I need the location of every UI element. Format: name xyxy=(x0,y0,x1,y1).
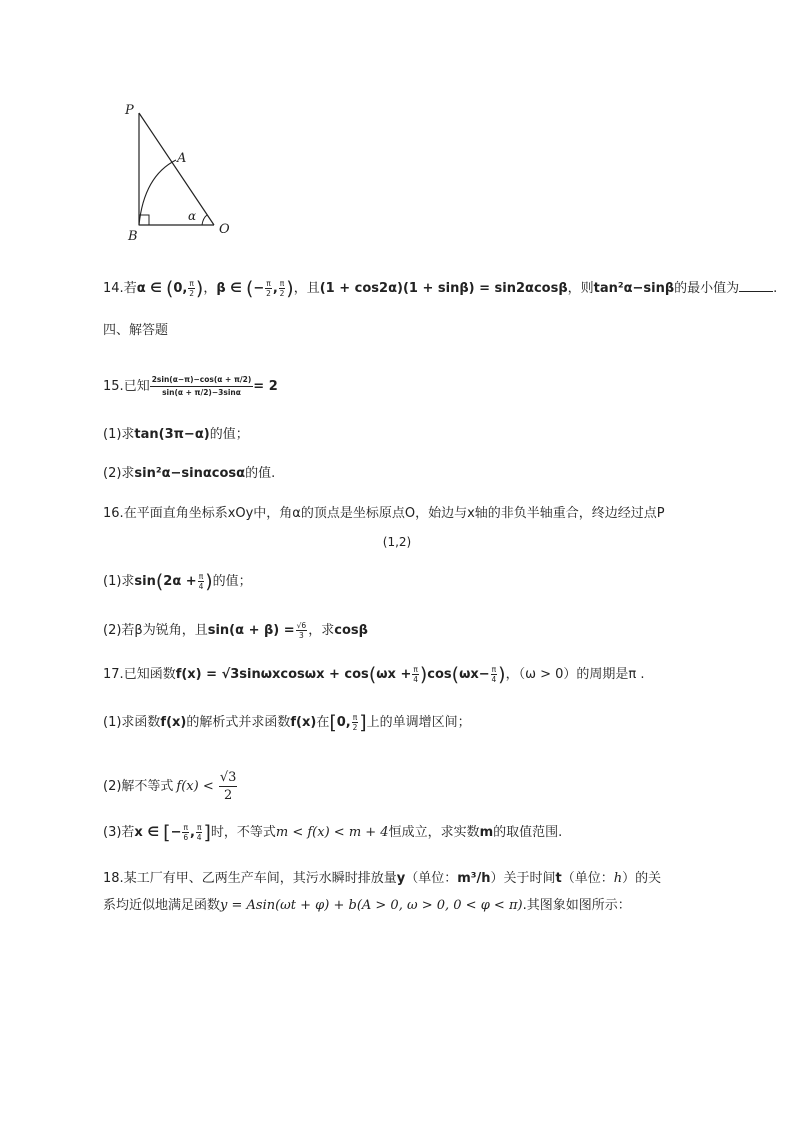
q18-number: 18. xyxy=(103,871,124,886)
frac-num: π xyxy=(189,279,194,288)
q14-alpha-in: α ∈ xyxy=(136,281,162,296)
frac-den: 4 xyxy=(198,582,204,591)
q18-h: h xyxy=(613,871,623,886)
question-14: 14.若α ∈ (0, $\frac{\pi}{2}$ )，β ∈ (− $\frac{\pi}{2}$ , $\frac{\pi}{2}$ )，且(1 + cos2α)(1 + sinβ) = sin2αcosβ，则tan²α−sinβ的最小值为 . xyxy=(103,277,778,300)
label-alpha: α xyxy=(188,209,197,223)
q16-point: (1,2) xyxy=(382,535,412,549)
frac-den: 2 xyxy=(224,788,233,803)
question-16 xyxy=(103,505,665,523)
q17-p3-frac-r xyxy=(196,823,203,842)
q17-arg-b: ωx− xyxy=(459,667,490,682)
q18-t: t xyxy=(555,871,562,886)
q18-line2-a: 系均近似地满足函数 xyxy=(103,898,221,913)
q18-function: y = Asin(ωt + φ) + b(A > 0, ω > 0, 0 < φ < π) xyxy=(220,898,523,913)
q17-number: 17. xyxy=(103,667,124,682)
q16-p2-frac xyxy=(296,621,308,640)
frac-den: 2 xyxy=(266,289,271,298)
q15-p1-label: (1)求 xyxy=(103,427,135,442)
label-o: O xyxy=(219,222,230,237)
q14-range2-close: ) xyxy=(286,277,294,300)
q16-text: 在平面直角坐标系xOy中，角α的顶点是坐标原点O，始边与x轴的非负半轴重合，终边经过点P xyxy=(123,506,665,521)
label-p: P xyxy=(125,103,134,118)
q18-line1-a: 某工厂有甲、乙两生产车间，其污水瞬时排放量 xyxy=(123,871,397,886)
q18-line1-e: ）的关 xyxy=(622,871,662,886)
q17-arg-a: ωx + xyxy=(376,667,412,682)
q15-p2-label: (2)求 xyxy=(103,466,135,481)
answer-blank xyxy=(739,279,773,292)
frac-den: 2 xyxy=(189,289,195,298)
q16-p1-label: (1)求 xyxy=(103,574,135,589)
frac-num: π xyxy=(491,665,497,674)
q17-part-2 xyxy=(103,769,238,804)
q17-p3-m: m xyxy=(479,825,494,840)
q14-equation: (1 + cos2α)(1 + sinβ) = sin2αcosβ xyxy=(319,281,568,296)
q17-p3-x: x ∈ xyxy=(134,825,159,840)
q15-frac-den: sin(α + π/2)−3sinα xyxy=(162,388,241,397)
q17-p1-range-left: 0, xyxy=(336,715,351,730)
frac-num: √3 xyxy=(219,770,237,785)
q18-unit: m³/h xyxy=(457,871,491,886)
frac-num: π xyxy=(198,572,204,581)
frac-num: √6 xyxy=(296,621,307,630)
q17-function: f(x) = √3sinωxcosωx + cos xyxy=(175,667,369,682)
q16-p1-end: 的值； xyxy=(212,574,252,589)
question-17: 17.已知函数f(x) = √3sinωxcosωx + cos(ωx + $\frac{\pi}{4}$ )cos(ωx− $\frac{\pi}{4}$ )，（ω > 0）的周期是π . xyxy=(103,663,645,686)
q17-p3-d: 的取值范围. xyxy=(493,825,563,840)
q14-beta-in: β ∈ xyxy=(216,281,242,296)
q17-part-3: (3)若x ∈ [− $\frac{\pi}{6}$ , $\frac{\pi}{4}$ ]时，不等式m < f(x) < m + 4恒成立，求实数m的取值范围. xyxy=(103,821,563,844)
q17-p1-frac xyxy=(352,713,359,732)
frac-den: 4 xyxy=(196,833,202,842)
q17-p3-inequality: m < f(x) < m + 4 xyxy=(275,825,389,840)
segment-po xyxy=(139,113,214,225)
frac-num: π xyxy=(413,665,418,674)
q14-expression: tan²α−sinβ xyxy=(593,281,675,296)
q14-range2-open: ( xyxy=(245,277,254,300)
q15-p1-end: 的值； xyxy=(209,427,249,442)
q15-p2-expr: sin²α−sinαcosα xyxy=(134,466,246,481)
q16-p2-mid: ，求 xyxy=(308,623,335,638)
frac-den: 4 xyxy=(491,675,497,684)
q16-p1-sin: sin xyxy=(134,574,156,589)
q18-line1-b: （单位： xyxy=(405,871,458,886)
question-15 xyxy=(103,374,278,399)
q14-range1-left: 0, xyxy=(173,281,188,296)
q14-sep1: ， xyxy=(203,281,217,296)
frac-num: π xyxy=(279,279,285,288)
q14-range2-frac-b xyxy=(279,279,286,298)
q17-p3-frac-l xyxy=(182,823,189,842)
q14-range2-frac-a xyxy=(265,279,272,298)
frac-num: π xyxy=(352,713,358,722)
q17-p2-a: (2)解不等式 xyxy=(103,779,174,794)
label-a: A xyxy=(177,151,187,166)
q17-p2-frac xyxy=(219,769,238,804)
q17-cos: cos xyxy=(427,667,452,682)
q14-range1-frac xyxy=(188,279,195,298)
q14-text-2: ，则 xyxy=(567,281,594,296)
q17-part-1: (1)求函数f(x)的解析式并求函数f(x)在[0, $\frac{\pi}{2}$ ]上的单调增区间； xyxy=(103,711,471,734)
q16-part-2 xyxy=(103,621,368,640)
q17-p3-a: (3)若 xyxy=(103,825,135,840)
q17-p3-c: 恒成立，求实数 xyxy=(388,825,480,840)
section-title: 四、解答题 xyxy=(103,323,169,338)
q17-p1-fx2: f(x) xyxy=(290,715,317,730)
q14-range1-close: ) xyxy=(195,277,204,300)
q15-rhs: = 2 xyxy=(253,379,278,394)
frac-den: 2 xyxy=(352,723,358,732)
q16-p2-expr: sin(α + β) = xyxy=(207,623,295,638)
q15-p2-end: 的值. xyxy=(245,466,276,481)
q15-number: 15. xyxy=(103,379,124,394)
q17-p1-d: 上的单调增区间； xyxy=(366,715,471,730)
question-18 xyxy=(103,870,661,888)
q18-y: y xyxy=(396,871,406,886)
frac-den: 2 xyxy=(279,289,285,298)
q14-range1-open: ( xyxy=(165,277,174,300)
q17-frac-b xyxy=(491,665,498,684)
q18-line1-c: ）关于时间 xyxy=(490,871,556,886)
q14-end: . xyxy=(773,281,778,296)
q15-fraction xyxy=(150,374,254,399)
frac-den: 6 xyxy=(183,833,189,842)
q17-p1-b: 的解析式并求函数 xyxy=(186,715,291,730)
q18-line1-d: （单位： xyxy=(561,871,614,886)
frac-num: π xyxy=(183,823,188,832)
frac-num: π xyxy=(196,823,202,832)
q16-p2-target: cosβ xyxy=(334,623,368,638)
q14-number: 14. xyxy=(103,281,124,296)
q17-text: 已知函数 xyxy=(123,667,176,682)
q15-frac-num: 2sin(α−π)−cos(α + π/2) xyxy=(150,374,254,387)
q16-p1-arg: 2α + xyxy=(163,574,197,589)
angle-alpha-arc xyxy=(202,215,207,225)
q17-p3-b: 时，不等式 xyxy=(210,825,276,840)
q14-text-1: 若 xyxy=(123,281,137,296)
q15-p1-expr: tan(3π−α) xyxy=(134,427,210,442)
q18-line2-b: .其图象如图所示： xyxy=(522,898,631,913)
q15-part-2 xyxy=(103,465,275,483)
label-b: B xyxy=(128,229,138,244)
q18-line-2 xyxy=(103,897,631,915)
q16-number: 16. xyxy=(103,506,124,521)
q14-text-3: 的最小值为 xyxy=(674,281,740,296)
q16-p2-label: (2)若β为锐角，且 xyxy=(103,623,208,638)
q17-p1-a: (1)求函数 xyxy=(103,715,161,730)
q17-p1-fx: f(x) xyxy=(160,715,187,730)
q15-text: 已知 xyxy=(123,379,150,394)
q15-part-1 xyxy=(103,426,249,444)
q14-sep2: ，且 xyxy=(293,281,320,296)
triangle-figure xyxy=(118,96,248,246)
frac-num: π xyxy=(266,279,271,288)
q17-condition: ，（ω > 0）的周期是π . xyxy=(505,667,645,682)
q17-p1-c: 在 xyxy=(316,715,330,730)
frac-den: 3 xyxy=(299,631,304,640)
q16-p1-frac xyxy=(198,572,205,591)
frac-den: 4 xyxy=(413,675,418,684)
q17-frac-a xyxy=(412,665,419,684)
q16-part-1: (1)求sin(2α + $\frac{\pi}{4}$ )的值； xyxy=(103,570,252,593)
q17-p2-fx: f(x) < xyxy=(176,779,214,794)
